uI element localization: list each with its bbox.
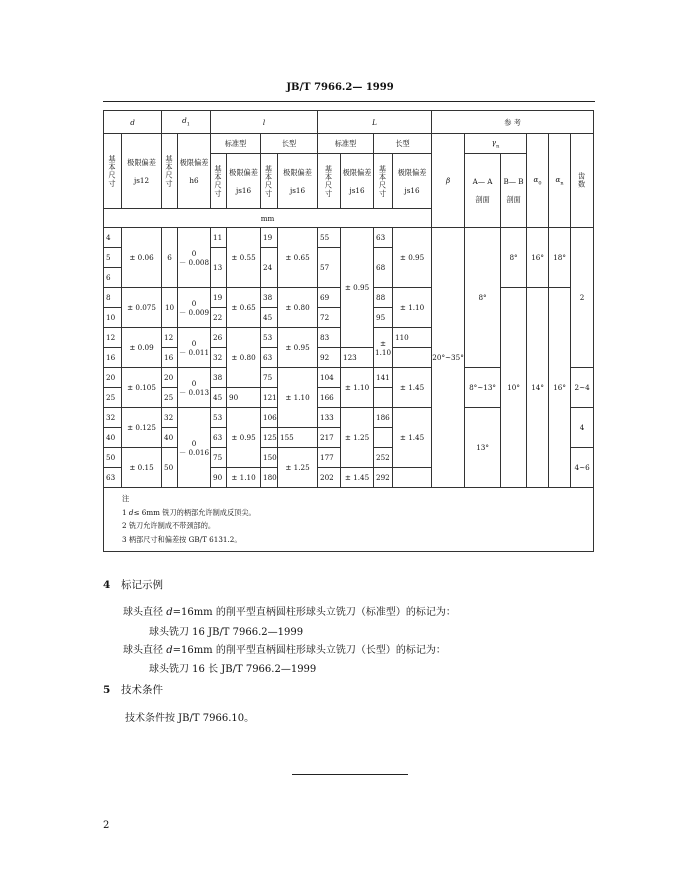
gamma-aa-header: A— A 剖面 bbox=[465, 154, 501, 228]
d-cell: 20 bbox=[104, 368, 122, 388]
l-long-dev-cell: ± 0.95 bbox=[278, 328, 318, 368]
L-long-cell: 166 bbox=[318, 388, 341, 408]
l-std-dev-cell: ± 0.65 bbox=[227, 288, 261, 328]
alpha0-value: 16° bbox=[527, 228, 549, 288]
alphan-value: 18° bbox=[549, 228, 571, 288]
L-long-dev-cell: ± 0.95 bbox=[393, 228, 432, 288]
gamma-bb-value: 10° bbox=[501, 288, 527, 488]
marking-example-1: 球头铣刀 16 JB/T 7966.2—1999 bbox=[149, 627, 304, 638]
L-long-cell: 292 bbox=[374, 468, 393, 488]
L-std-cell: 202 bbox=[318, 468, 341, 488]
L-long-cell: 95 bbox=[374, 308, 393, 328]
d-cell: 63 bbox=[104, 468, 122, 488]
header-L: L bbox=[318, 111, 432, 134]
L-long-cell: 110 bbox=[393, 328, 432, 348]
note-2: 2 铣刀允许制成不带颈部的。 bbox=[122, 521, 216, 531]
d1-cell: 12 bbox=[162, 328, 178, 348]
section-4-example-1: 球头直径 d=16mm 的削平型直柄圆柱形球头立铣刀（标准型）的标记为： bbox=[123, 607, 456, 618]
d-dev-cell: ± 0.125 bbox=[122, 408, 162, 448]
l-std-cell: 63 bbox=[211, 428, 227, 448]
gamma-bb-value: 8° bbox=[501, 228, 527, 288]
teeth-value: 4~6 bbox=[571, 448, 594, 488]
L-long-dev-cell: ± 1.10 bbox=[393, 288, 432, 328]
l-long-cell: 53 bbox=[261, 328, 278, 348]
d-cell: 5 bbox=[104, 248, 122, 268]
l-long-cell: 45 bbox=[261, 308, 278, 328]
d-dev-cell: ± 0.06 bbox=[122, 228, 162, 288]
d1-dev-cell: 0 － 0.016 bbox=[178, 408, 211, 488]
d1-dev-cell: 0 － 0.011 bbox=[178, 328, 211, 368]
l-long-cell: 125 bbox=[261, 428, 278, 448]
l-std-dev-cell: ± 0.80 bbox=[227, 328, 261, 388]
header-reference: 参 考 bbox=[432, 111, 594, 134]
header-d: d bbox=[104, 111, 162, 134]
l-long-basic-header: 基本尺寸 bbox=[261, 154, 278, 209]
l-std-cell: 13 bbox=[211, 248, 227, 288]
L-long-cell: 123 bbox=[341, 348, 374, 368]
l-std-cell: 38 bbox=[211, 368, 227, 388]
d1-dev-cell: 0 － 0.013 bbox=[178, 368, 211, 408]
header-l: l bbox=[211, 111, 318, 134]
l-std-cell: 19 bbox=[211, 288, 227, 308]
l-long-cell: 180 bbox=[261, 468, 278, 488]
l-long-cell: 150 bbox=[261, 448, 278, 468]
L-long-dev-cell: ± 1.45 bbox=[393, 408, 432, 468]
L-long-cell: 63 bbox=[374, 228, 393, 248]
table-notes bbox=[104, 488, 594, 552]
L-long-dev-header: 极限偏差 js16 bbox=[393, 154, 432, 209]
d1-cell: 25 bbox=[162, 388, 178, 408]
L-std-dev-cell: ± 1.25 bbox=[341, 408, 374, 468]
l-long-dev-header: 极限偏差 js16 bbox=[278, 154, 318, 209]
L-std-cell: 55 bbox=[318, 228, 341, 248]
L-std-dev-cell: ± 0.95 bbox=[341, 228, 374, 348]
L-std-dev-header: 极限偏差 js16 bbox=[341, 154, 374, 209]
d-basic-size-header: 基本尺寸 bbox=[104, 134, 122, 209]
alphan-value: 16° bbox=[549, 288, 571, 488]
l-std-cell: 75 bbox=[211, 448, 227, 468]
alpha0-header: $\alpha_0$ bbox=[527, 134, 549, 228]
beta-header: β bbox=[432, 134, 465, 228]
gamma-header: $\gamma_n$ bbox=[465, 134, 527, 154]
l-std-cell: 22 bbox=[211, 308, 227, 328]
d-cell: 50 bbox=[104, 448, 122, 468]
gamma-bb-header: B— B 剖面 bbox=[501, 154, 527, 228]
d-dev-cell: ± 0.075 bbox=[122, 288, 162, 328]
notes-title: 注 bbox=[122, 494, 130, 503]
l-long-header: 长型 bbox=[261, 134, 318, 154]
L-std-cell: 72 bbox=[318, 308, 341, 328]
l-long-cell: 63 bbox=[261, 348, 278, 368]
l-std-cell: 11 bbox=[211, 228, 227, 248]
d-cell: 16 bbox=[104, 348, 122, 368]
L-std-dev-cell: ± 1.10 bbox=[374, 328, 393, 368]
d1-cell: 50 bbox=[162, 448, 178, 488]
l-long-dev-cell: ± 0.65 bbox=[278, 228, 318, 288]
d-dev-cell: ± 0.09 bbox=[122, 328, 162, 368]
l-std-cell: 53 bbox=[211, 408, 227, 428]
l-long-dev-cell: ± 0.80 bbox=[278, 288, 318, 328]
l-long-cell: 19 bbox=[261, 228, 278, 248]
L-standard-header: 标准型 bbox=[318, 134, 374, 154]
section-4-example-2: 球头直径 d=16mm 的削平型直柄圆柱形球头立铣刀（长型）的标记为： bbox=[123, 645, 446, 656]
l-std-cell: 45 bbox=[211, 388, 227, 408]
l-long-cell: 90 bbox=[227, 388, 261, 408]
L-std-cell: 92 bbox=[318, 348, 341, 368]
page-header: JB/T 7966.2— 1999 bbox=[286, 82, 394, 93]
L-std-cell: 155 bbox=[278, 428, 318, 448]
L-std-cell: 133 bbox=[318, 408, 341, 428]
gamma-aa-value: 13° bbox=[465, 408, 501, 488]
L-std-dev-cell: ± 1.45 bbox=[341, 468, 374, 488]
l-long-cell: 106 bbox=[261, 408, 278, 428]
l-std-cell: 32 bbox=[211, 348, 227, 368]
d1-symbol: d bbox=[182, 116, 187, 126]
L-std-cell: 69 bbox=[318, 288, 341, 308]
d-cell: 6 bbox=[104, 268, 122, 288]
l-std-dev-cell: ± 1.10 bbox=[227, 468, 261, 488]
l-standard-header: 标准型 bbox=[211, 134, 261, 154]
L-long-basic-header: 基本尺寸 bbox=[374, 154, 393, 209]
L-long-cell: 252 bbox=[374, 448, 393, 468]
d-dev-cell: ± 0.15 bbox=[122, 448, 162, 488]
L-std-cell: 104 bbox=[318, 368, 341, 388]
unit-row: mm bbox=[104, 209, 432, 228]
l-long-cell: 24 bbox=[261, 248, 278, 288]
section-4-heading: 4 标记示例 bbox=[103, 579, 163, 591]
l-long-dev-cell: ± 1.10 bbox=[278, 368, 318, 428]
L-long-cell: 88 bbox=[374, 288, 393, 308]
d1-dev-cell: 0 － 0.008 bbox=[178, 228, 211, 288]
marking-example-2: 球头铣刀 16 长 JB/T 7966.2—1999 bbox=[149, 664, 317, 675]
l-long-cell: 38 bbox=[261, 288, 278, 308]
l-std-dev-cell: ± 0.55 bbox=[227, 228, 261, 288]
alphan-header: $\alpha_n$ bbox=[549, 134, 571, 228]
note-3: 3 柄部尺寸和偏差按 GB/T 6131.2。 bbox=[122, 535, 242, 545]
teeth-value: 2 bbox=[571, 228, 594, 368]
alpha0-value: 14° bbox=[527, 288, 549, 488]
d-cell: 12 bbox=[104, 328, 122, 348]
beta-value: 20°~35° bbox=[432, 228, 465, 488]
gamma-aa-value: 8°~13° bbox=[465, 368, 501, 408]
L-long-cell: 217 bbox=[318, 428, 341, 448]
L-std-cell: 177 bbox=[318, 448, 341, 468]
teeth-header: 齿数 bbox=[571, 134, 594, 228]
l-std-cell: 90 bbox=[211, 468, 227, 488]
L-std-dev-cell: ± 1.10 bbox=[341, 368, 374, 408]
d1-cell: 32 bbox=[162, 408, 178, 428]
gamma-aa-value: 8° bbox=[465, 228, 501, 368]
L-std-cell: 83 bbox=[318, 328, 341, 348]
d1-cell: 10 bbox=[162, 288, 178, 328]
L-long-dev-cell: ± 1.45 bbox=[393, 368, 432, 408]
header-d1: $d_1$ bbox=[162, 111, 211, 134]
l-long-dev-cell: ± 1.25 bbox=[278, 448, 318, 488]
teeth-value: 4 bbox=[571, 408, 594, 448]
section-5-heading: 5 技术条件 bbox=[103, 684, 163, 696]
L-long-header: 长型 bbox=[374, 134, 432, 154]
d1-cell: 20 bbox=[162, 368, 178, 388]
l-std-dev-cell: ± 0.95 bbox=[227, 408, 261, 468]
L-std-cell: 57 bbox=[318, 248, 341, 288]
end-rule bbox=[292, 774, 408, 775]
d-cell: 25 bbox=[104, 388, 122, 408]
L-long-cell: 186 bbox=[374, 408, 393, 428]
l-long-cell: 75 bbox=[261, 368, 278, 388]
L-std-cell: 121 bbox=[261, 388, 278, 408]
note-1: 1 d≤ 6mm 铣刀的柄部允许制成反顶尖。 bbox=[122, 507, 256, 517]
d-limit-dev-header: 极限偏差 js12 bbox=[122, 134, 162, 209]
d-cell: 8 bbox=[104, 288, 122, 308]
L-long-cell: 141 bbox=[374, 368, 393, 388]
d1-basic-size-header: 基本尺寸 bbox=[162, 134, 178, 209]
d1-cell: 16 bbox=[162, 348, 178, 368]
l-std-dev-header: 极限偏差 js16 bbox=[227, 154, 261, 209]
l-std-basic-header: 基本尺寸 bbox=[211, 154, 227, 209]
d-cell: 10 bbox=[104, 308, 122, 328]
d1-limit-dev-header: 极限偏差 h6 bbox=[178, 134, 211, 209]
section-5-text: 技术条件按 JB/T 7966.10。 bbox=[125, 713, 255, 724]
dimension-table bbox=[103, 110, 594, 552]
d-cell: 40 bbox=[104, 428, 122, 448]
d-dev-cell: ± 0.105 bbox=[122, 368, 162, 408]
d-cell: 4 bbox=[104, 228, 122, 248]
d1-cell: 40 bbox=[162, 428, 178, 448]
header-rule bbox=[103, 101, 595, 102]
L-std-basic-header: 基本尺寸 bbox=[318, 154, 341, 209]
l-std-cell: 26 bbox=[211, 328, 227, 348]
teeth-value: 2~4 bbox=[571, 368, 594, 408]
page-number: 2 bbox=[103, 820, 110, 831]
d-cell: 32 bbox=[104, 408, 122, 428]
L-long-cell: 68 bbox=[374, 248, 393, 288]
d1-dev-cell: 0 － 0.009 bbox=[178, 288, 211, 328]
d1-cell: 6 bbox=[162, 228, 178, 288]
